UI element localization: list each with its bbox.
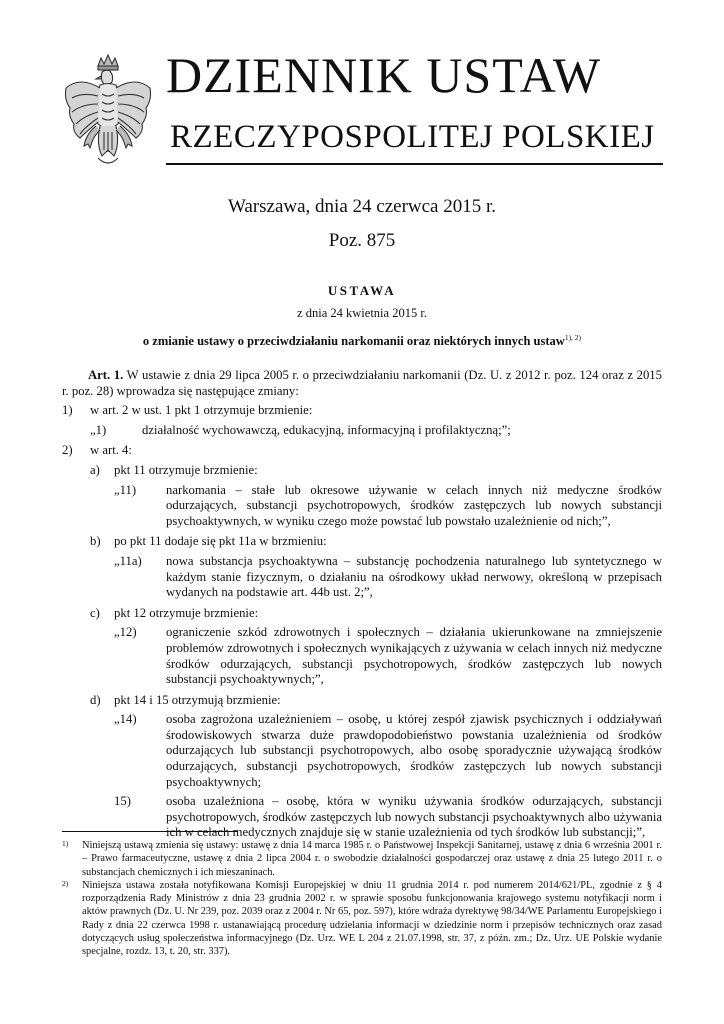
- sub-item-lead: pkt 14 i 15 otrzymują brzmienie:: [114, 692, 281, 707]
- position-number: Poz. 875: [328, 230, 396, 251]
- sub-item: [90, 534, 662, 600]
- quoted-text: nowa substancja psychoaktywna – substancję pochodzenia naturalnego lub syntetycznego w każdym stanie fizycznym, o działaniu na ośrodkowy układ nerwowy, określoną w przepisach wydanych na podstawie art. 44b ust. 2;”,: [166, 553, 662, 600]
- polish-eagle-emblem-icon: [60, 52, 156, 170]
- article-1: [62, 368, 662, 399]
- footnote-separator: [62, 831, 237, 832]
- footnote-text: Niniejszą ustawą zmienia się ustawy: ustawę z dnia 14 marca 1985 r. o Państwowej Inspekcji Sanitarnej, ustawę z dnia 6 września 2001 r. – Prawo farmaceutyczne, ustawę z dnia 2 lipca 2004 r. o swobodzie działalności gospodarczej oraz ustawę z dnia 25 lutego 2011 r. o substancjach chemicznych i ich mieszaninach.: [82, 840, 662, 878]
- quoted-text: ograniczenie szkód zdrowotnych i społecznych – działania ukierunkowane na zmniejszenie problemów zdrowotnych i społecznych wynikających z używania w celach innych niż medyczne środków odurzających, substancji psychotropowych, środków zastępczych lub nowych substancji psychoaktywnych;”,: [166, 625, 662, 687]
- footnote-mark: 1): [62, 839, 69, 848]
- sub-item-letter: b): [90, 534, 101, 549]
- sub-item-letter: d): [90, 692, 101, 707]
- sub-item-letter: c): [90, 605, 100, 620]
- act-title-text: o zmianie ustawy o przeciwdziałaniu narkomanii oraz niektórych innych ustaw: [142, 334, 565, 349]
- quoted-number: „12): [114, 625, 137, 640]
- sub-item: [90, 463, 662, 529]
- item-number: 2): [62, 443, 73, 458]
- quoted-number: „14): [114, 712, 137, 727]
- act-body: [62, 368, 662, 851]
- quoted-provision: [114, 712, 662, 790]
- quoted-provision: [114, 794, 662, 841]
- article-1-label: Art. 1.: [88, 368, 124, 382]
- quoted-number: „11a): [114, 553, 142, 568]
- item-number: 1): [62, 403, 73, 418]
- dateline: Warszawa, dnia 24 czerwca 2015 r.: [227, 196, 497, 217]
- masthead-title: DZIENNIK USTAW: [166, 47, 602, 103]
- sub-item-letter: a): [90, 462, 100, 477]
- sub-item-lead: pkt 11 otrzymuje brzmienie:: [114, 462, 258, 477]
- amendment-item: [62, 443, 662, 846]
- act-type: USTAWA: [327, 283, 397, 298]
- footnote: [62, 879, 662, 959]
- amendment-item: [62, 403, 662, 438]
- quoted-text: działalność wychowawczą, edukacyjną, informacyjną i profilaktyczną;”;: [142, 422, 511, 437]
- masthead-rule: [166, 163, 663, 165]
- act-title-footnote-refs[interactable]: 1), 2): [564, 333, 582, 342]
- quoted-text: osoba uzależniona – osobę, która w wyniku używania środków odurzających, substancji psychotropowych, środków zastępczych lub nowych substancji psychoaktywnych albo używania ich w celach medycznych znajduje się w stanie uzależnienia od tych środków lub substancji;”,: [166, 794, 662, 840]
- quoted-provision: [114, 483, 662, 530]
- item-lead: w art. 4:: [90, 443, 132, 458]
- act-title: [0, 333, 724, 349]
- quoted-text: narkomania – stałe lub okresowe używanie w celach innych niż medyczne środków odurzających, substancji psychotropowych, środków zastępczych lub nowych substancji psychoaktywnych, w wyniku czego może powstać lub powstało uzależnienie od nich;”,: [166, 482, 662, 528]
- quoted-number: „1): [90, 422, 107, 437]
- footnotes: [62, 839, 662, 959]
- quoted-provision: [114, 625, 662, 687]
- sub-item: [90, 693, 662, 841]
- sub-item: [90, 606, 662, 688]
- sub-item-lead: po pkt 11 dodaje się pkt 11a w brzmieniu:: [114, 534, 327, 549]
- footnote: [62, 839, 662, 879]
- article-1-text: W ustawie z dnia 29 lipca 2005 r. o przeciwdziałaniu narkomanii (Dz. U. z 2012 r. poz. 124 oraz z 2015 r. poz. 28) wprowadza się następujące zmiany:: [62, 368, 662, 398]
- footnote-text: Niniejsza ustawa została notyfikowana Komisji Europejskiej w dniu 11 grudnia 2014 r. pod numerem 2014/621/PL, zgodnie z § 4 rozporządzenia Rady Ministrów z dnia 23 grudnia 2002 r. w sprawie sposobu funkcjonowania krajowego systemu notyfikacji norm i aktów prawnych (Dz. U. Nr 239, poz. 2039 oraz z 2004 r. Nr 65, poz. 597), które wdraża dyrektywę 98/34/WE Parlamentu Europejskiego i Rady z dnia 22 czerwca 1998 r. ustanawiającą procedurę udzielania informacji w dziedzinie norm i przepisów technicznych oraz zasad dotyczących usług społeczeństwa informacyjnego (Dz. Urz. WE L 204 z 21.07.1998, str. 37, z późn. zm.; Dz. Urz. UE Polskie wydanie specjalne, rozdz. 13, t. 20, str. 337).: [82, 879, 662, 958]
- item-lead: w art. 2 w ust. 1 pkt 1 otrzymuje brzmienie:: [90, 403, 313, 418]
- footnote-mark: 2): [62, 878, 69, 888]
- quoted-provision: [90, 423, 662, 439]
- quoted-provision: [114, 554, 662, 601]
- quoted-number: „11): [114, 482, 137, 497]
- quoted-text: osoba zagrożona uzależnieniem – osobę, u której zespół zjawisk psychicznych i oddziaływań środowiskowych stwarza duże prawdopodobieństwo powstania uzależnienia od środków odurzających lub substancji psychotropowych, albo osobę sporadycznie używającą środków odurzających, substancji psychotropowych, środków zastępczych lub nowych substancji psychoaktywnych;: [166, 712, 662, 789]
- quoted-number: 15): [114, 794, 131, 809]
- masthead-subtitle: RZECZYPOSPOLITEJ POLSKIEJ: [170, 119, 655, 155]
- sub-item-lead: pkt 12 otrzymuje brzmienie:: [114, 605, 259, 620]
- act-date: z dnia 24 kwietnia 2015 r.: [297, 306, 427, 320]
